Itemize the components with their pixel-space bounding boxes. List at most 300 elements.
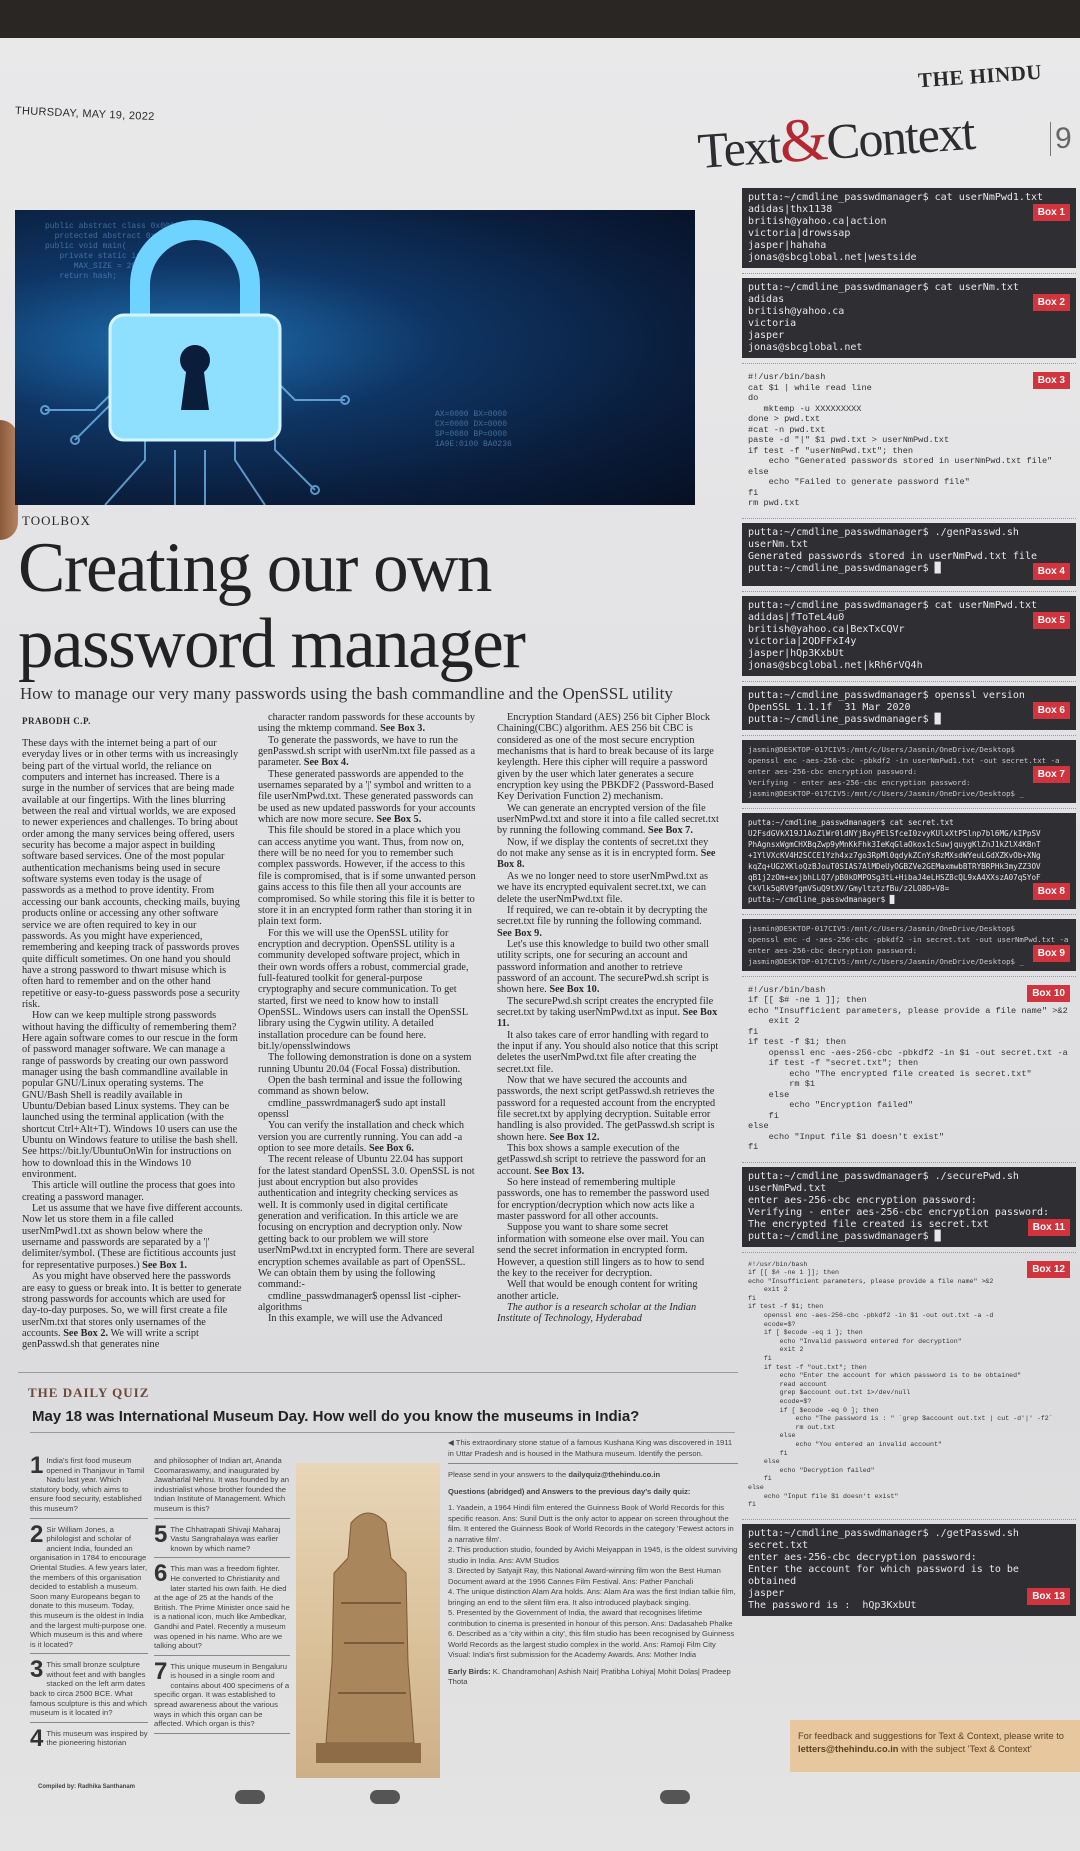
script-box: [742, 981, 1076, 1157]
paragraph-text: This article will outline the process that goes into creating a password manager.: [22, 1180, 236, 1203]
code-line: fi: [748, 1475, 772, 1483]
paragraph-text: The author is a research scholar at the Indian Institute of Technology, Hyderabad: [497, 1301, 697, 1325]
dotted-divider: [742, 591, 1076, 592]
article-paragraph: [497, 1222, 719, 1279]
dotted-divider: [742, 681, 1076, 682]
quiz-compiled-by: Compiled by: Radhika Santhanam: [38, 1784, 136, 1790]
code-line: Verifying - enter aes-256-cbc encryption password:: [748, 1206, 1050, 1218]
answers-heading: [448, 1487, 738, 1498]
code-line: #cat -n pwd.txt: [748, 424, 826, 435]
terminal-box: [742, 596, 1076, 676]
code-line: else: [748, 1089, 790, 1100]
code-line: grep $account out.txt 1>/dev/null: [748, 1389, 911, 1397]
code-line: echo "You entered an invalid account": [748, 1440, 942, 1448]
article-paragraph: [22, 1203, 244, 1271]
question-number: 7: [154, 1657, 168, 1685]
code-line: adidas|fToTeL4u0: [748, 611, 845, 623]
binder-tab: [235, 1790, 265, 1804]
headline-line: password manager: [18, 605, 525, 683]
terminal-box: [742, 1524, 1076, 1616]
code-line: echo "The encrypted file created is secret.txt": [748, 1068, 1032, 1079]
code-line: echo "Encryption failed": [748, 1100, 914, 1110]
paragraph-text: cmdline_passwrdmanager$ sudo apt install openssl: [258, 1097, 446, 1121]
feedback-email[interactable]: letters@thehindu.co.in: [798, 1744, 899, 1754]
article-paragraph: [22, 1010, 244, 1180]
quiz-answer: 4. The unique distinction Alam Ara holds. Ans: Alam Ara was the first Indian talkie film, bringing an end to the silent film era. It also introduced playback singing.: [448, 1587, 736, 1607]
box-reference: See Box 13.: [534, 1165, 585, 1177]
code-line: rm pwd.txt: [748, 498, 800, 508]
question-number: 3: [30, 1656, 44, 1684]
code-line: putta:~/cmdline_passwdmanager$ █: [748, 1230, 941, 1242]
article-paragraph: [497, 1279, 719, 1302]
question-number: 4: [30, 1724, 44, 1752]
box-label: Box 1: [1033, 204, 1070, 221]
code-line: OpenSSL 1.1.1f 31 Mar 2020: [748, 701, 911, 713]
quiz-column-2: [154, 1456, 290, 1734]
code-line: openssl enc -d -aes-256-cbc -pbkdf2 -in secret.txt -out userNmPwd.txt -a: [748, 934, 1069, 944]
code-line: echo "Enter the account for which password is to be obtained": [748, 1372, 1022, 1380]
article-paragraph: [497, 1030, 719, 1075]
quiz-answer: 3. Directed by Satyajit Ray, this National Award-winning film won the Best Human Document award at the 1956 Cannes Film Festival. Ans: Pather Panchali: [448, 1566, 721, 1586]
box-label: Box 2: [1033, 294, 1070, 311]
terminal-box: [742, 1167, 1076, 1247]
code-line: openssl enc -aes-256-cbc -pbkdf2 -in $1 -out out.txt -a -d: [748, 1312, 994, 1320]
code-line: putta:~/cmdline_passwdmanager$ █: [748, 713, 941, 725]
binder-tab: [660, 1790, 690, 1804]
code-line: echo "The password is : " `grep $account out.txt | cut -d'|' -f2`: [748, 1415, 1053, 1423]
code-line: if test -f "out.txt"; then: [748, 1363, 867, 1371]
paragraph-text: These generated passwords are appended to the usernames separated by a '|' symbol and written to a file userNmPwd.txt. These generated passwords can be used as new updated passwords for your accounts which are now more secure.: [258, 768, 476, 826]
headline-line: Creating our own: [18, 529, 491, 607]
paragraph-text: We can generate an encrypted version of the file userNmPwd.txt and store it into a file called secret.txt by running the following command.: [497, 802, 719, 837]
code-line: done > pwd.txt: [748, 414, 821, 424]
box-label: Box 10: [1027, 985, 1070, 1002]
box-label: Box 12: [1027, 1261, 1070, 1278]
box-label: Box 4: [1033, 563, 1070, 580]
section-amp: &: [777, 105, 829, 177]
dotted-divider: [742, 735, 1076, 736]
code-line: else: [748, 1121, 769, 1131]
quiz-title: May 18 was International Museum Day. How well do you know the museums in India?: [32, 1408, 640, 1425]
code-line: jonas@sbcglobal.net|westside: [748, 252, 917, 263]
article-column-2: [258, 712, 476, 1352]
code-line: paste -d "|" $1 pwd.txt > userNmPwd.txt: [748, 435, 950, 445]
article-paragraph: [497, 939, 719, 996]
hero-image: [15, 210, 695, 505]
code-line: exit 2: [748, 1016, 800, 1026]
dotted-divider: [742, 273, 1076, 274]
box-reference: See Box 2.: [63, 1327, 109, 1339]
dotted-divider: [742, 976, 1076, 977]
article-paragraph: [258, 1075, 476, 1098]
code-line: jasper: [748, 1587, 785, 1599]
feedback-box: [790, 1720, 1080, 1772]
terminal-box: [742, 188, 1076, 268]
code-line: Generated passwords stored in userNmPwd.txt file: [748, 550, 1037, 562]
dotted-divider: [742, 914, 1076, 915]
article-paragraph: [258, 735, 476, 769]
code-line: victoria|drowssap: [748, 228, 851, 239]
article-column-3: [497, 712, 719, 1352]
quiz-kicker: THE DAILY QUIZ: [28, 1385, 150, 1400]
send-prefix: Please send in your answers to the: [448, 1470, 567, 1479]
question-text: This unique museum in Bengaluru is housed in a single room and contains about 400 specimens of a specific organ. It was established to spread awareness about the various ways in which this organ can be affected. Which organ is this?: [154, 1661, 290, 1729]
code-line: #!/usr/bin/bash: [748, 984, 826, 995]
code-line: else: [748, 1432, 796, 1440]
dotted-divider: [742, 518, 1076, 519]
code-line: fi: [748, 1294, 756, 1302]
box-label: Box 5: [1033, 612, 1070, 629]
article-paragraph: [258, 928, 476, 1053]
code-line: openssl enc -aes-256-cbc -pbkdf2 -in $1 -out secret.txt -a: [748, 1047, 1068, 1058]
statue-photo: [296, 1463, 440, 1778]
code-line: if test -f "userNmPwd.txt"; then: [748, 445, 914, 456]
code-line: echo "Insufficient parameters, please provide a file name" >&2: [748, 1005, 1068, 1016]
code-line: fi: [748, 1110, 779, 1121]
answers-heading-text: Questions (abridged) and Answers to the previous day's daily quiz:: [448, 1486, 691, 1496]
code-line: rm out.txt: [748, 1423, 836, 1431]
code-line: enter aes-256-cbc decryption password:: [748, 945, 918, 955]
box-reference: See Box 3.: [380, 723, 426, 735]
code-line: jasper|hQp3KxbUt: [748, 647, 845, 659]
code-line: exit 2: [748, 1346, 804, 1354]
paragraph-text: In this example, we will use the Advanced: [268, 1313, 443, 1325]
early-birds-names: K. Chandramohan| Ashish Nair| Pratibha Lohiya| Mohit Dolas| Pradeep Thota: [448, 1666, 731, 1686]
paragraph-text: Let's use this knowledge to build two other small utility scripts, one for securing an account and password information and another to retrieve password of an account. The securePwd.sh script is shown here.: [497, 938, 710, 996]
paragraph-text: To generate the passwords, we have to run the genPasswd.sh script with userNm.txt file passed as a parameter.: [258, 734, 476, 769]
question-text: India's first food museum opened in Thanjavur in Tamil Nadu last year. Which statutory body, which aims to ensure food security, established this museum?: [30, 1456, 145, 1513]
dotted-divider: [742, 1252, 1076, 1253]
answers-list: [448, 1503, 738, 1661]
paragraph-text: Suppose you want to share some secret information with someone else over mail. You can send the secret information in encrypted form. However, a question still lingers as to how to send the key to the receiver for decryption.: [497, 1222, 705, 1279]
box-reference: See Box 8.: [497, 848, 716, 871]
code-line: victoria: [748, 318, 797, 329]
script-box: [742, 1257, 1076, 1514]
code-line: putta:~/cmdline_passwdmanager$ █: [748, 894, 895, 904]
article-paragraph: [497, 996, 719, 1030]
dotted-divider: [742, 1162, 1076, 1163]
code-line: jasper: [748, 330, 785, 341]
early-birds-label: Early Birds:: [448, 1666, 491, 1676]
terminal-box: [742, 278, 1076, 358]
paragraph-text: cmdline_passwdmanager$ openssl list -cipher-algorithms: [258, 1290, 461, 1313]
code-line: echo "Insufficient parameters, please provide a file name" >&2: [748, 1277, 994, 1285]
paragraph-text: So here instead of remembering multiple passwords, one has to remember the password used for encryption/decryption which now acts like a master password for all other accounts.: [497, 1177, 710, 1223]
code-line: kqZq+UG2XKloQzBJouT0SIAS7AlMDeUyOGBZVe2GEMaxmwbBTRYBRPHk3myZZ3OV: [748, 861, 1041, 871]
code-line: else: [748, 1483, 764, 1491]
page-number: 9: [1050, 122, 1072, 156]
code-line: if test -f $1; then: [748, 1303, 824, 1311]
code-line: exit 2: [748, 1286, 788, 1294]
box-reference: See Box 6.: [368, 1143, 414, 1155]
code-line: putta:~/cmdline_passwdmanager$ ./genPasswd.sh userNm.txt: [748, 526, 1025, 550]
box-label: Box 3: [1033, 372, 1070, 389]
code-line: read account: [748, 1380, 828, 1388]
feedback-text: For feedback and suggestions for Text & Context, please write to: [798, 1731, 1064, 1741]
code-line: putta:~/cmdline_passwdmanager$ openssl version: [748, 689, 1025, 701]
code-line: #!/usr/bin/bash: [748, 1260, 808, 1268]
article-paragraph: [497, 1143, 719, 1177]
dotted-divider: [742, 1519, 1076, 1520]
section-text: Text: [695, 117, 782, 180]
paragraph-text: Now, if we display the contents of secret.txt they do not make any sense as it is in encrypted form.: [497, 836, 709, 860]
code-line: if test -f $1; then: [748, 1037, 846, 1047]
box-label: Box 9: [1033, 945, 1070, 962]
code-line: Verifying - enter aes-256-cbc encryption password:: [748, 777, 971, 787]
code-line: echo "Failed to generate password file": [748, 477, 970, 487]
code-line: enter aes-256-cbc encryption password:: [748, 766, 918, 776]
article-paragraph: [258, 1154, 476, 1290]
paragraph-text: It also takes care of error handling with regard to the input if any. You should also notice that this script deletes the userNmPwd.txt file after creating the secret.txt file.: [497, 1029, 719, 1075]
box-label: Box 6: [1033, 702, 1070, 719]
quiz-answer: 6. Described as a 'city within a city', this film studio has been recognised by Guinness World Records as the largest studio complex in the world. Ans: Ramoji Film City: [448, 1629, 735, 1649]
article-paragraph: [497, 1177, 719, 1222]
dotted-divider: [742, 808, 1076, 809]
article-column-1: [22, 738, 244, 1350]
early-birds: [448, 1667, 738, 1688]
article-paragraph: [22, 1180, 244, 1203]
quiz-answer: Visual: India's first submission for the Academy Awards. Ans: Mother India: [448, 1650, 697, 1659]
code-line: adidas|thx1138: [748, 204, 833, 215]
quiz-question: [30, 1452, 148, 1519]
code-line: if [ $ecode -eq 1 ]; then: [748, 1329, 863, 1337]
question-text: This man was a freedom fighter. He converted to Christianity and later started his own faith. He died at the age of 25 at the hands of the British. The Prime Minister once said he is a national icon, much like Ambedkar, Gandhi and Patel. Recently a museum was opened in his name. Who are we talking about?: [154, 1564, 290, 1651]
send-answers: [448, 1470, 738, 1481]
code-line: victoria|2QDFFxI4y: [748, 635, 857, 647]
code-line: rm $1: [748, 1079, 816, 1089]
quiz-answer: 1. Yaadein, a 1964 Hindi film entered the Guinness Book of World Records for this specific reason. Ans: Sunil Dutt is the only actor to appear on screen throughout the film. It entered the Guinness Book of World Records in the category 'Fewest actors in a narrative film'.: [448, 1503, 734, 1544]
terminal-box: [742, 740, 1076, 803]
quiz-email[interactable]: dailyquiz@thehindu.co.in: [568, 1470, 661, 1479]
article-headline: [18, 530, 524, 682]
box-label: Box 11: [1028, 1219, 1070, 1236]
code-line: echo "Decryption failed": [748, 1466, 875, 1474]
code-line: fi: [748, 1142, 759, 1152]
code-line: #!/usr/bin/bash: [748, 372, 826, 382]
article-paragraph: [258, 1098, 476, 1121]
article-paragraph: [497, 837, 719, 871]
code-line: else: [748, 466, 769, 477]
paragraph-text: This file should be stored in a place which you can access anytime you want. Thus, from now on, there will be no need for you to remember such complex passwords. However, if the access to this file is compromised, that is if some unwanted person gains access to this file then all your accounts are compromised. So while storing this file it is better to store it in an encrypted form rather than storing it in plain text form.: [258, 825, 476, 928]
quiz-column-1: [30, 1452, 148, 1752]
dotted-divider: [742, 363, 1076, 364]
question-text: and philosopher of Indian art, Ananda Coomaraswamy, and inaugurated by Jawaharlal Nehru. It was founded by an industrialist whose brother founded the Indian Institute of Management. Which museum is this?: [154, 1456, 290, 1513]
article-paragraph: [258, 712, 476, 735]
code-line: mktemp -u XXXXXXXXX: [748, 403, 862, 414]
binder-tab: [370, 1790, 400, 1804]
article-paragraph: [258, 769, 476, 826]
paragraph-text: Let us assume that we have five different accounts. Now let us store them in a file called userNmPwd1.txt as shown below where the username and passwords are separated by a '|' delimiter/symbol. (These are fictitious accounts just for representative purposes.): [22, 1203, 243, 1271]
code-line: Enter the account for which password is to be obtained: [748, 1563, 1025, 1587]
paragraph-text: How can we keep multiple strong passwords without having the difficulty of remembering them? Here again software comes to our rescue in the form of password manager software. We can manage a range of passwords by creating our own password manager using the bash commandline available in popular GNU/Linux operating systems. The GNU/Bash Shell is readily available in Ubuntu/Debian based Linux systems. They can be launched using the terminal application (with the shortcut Ctrl+Alt+T). Windows 10 users can use the Ubuntu on Windows feature to utilise the bash shell. See https://bit.ly/UbuntuOnWin for instructions on how to download this in the Windows 10 environment.: [22, 1010, 238, 1181]
code-line: jasmin@DESKTOP-017CIV5:/mnt/c/Users/Jasmin/OneDrive/Desktop$ _: [748, 788, 1024, 798]
question-number: 1: [30, 1452, 44, 1479]
script-box: [742, 368, 1076, 513]
terminal-box: [742, 813, 1076, 909]
question-text: The Chhatrapati Shivaji Maharaj Vastu Sangrahalaya was earlier known by which name?: [170, 1524, 281, 1553]
terminal-box: [742, 919, 1076, 971]
code-line: U2FsdGVkX19J1AoZlWr0ldNYjBxyPElSfceI0zvyKUlxXtPSlnp7bl6MG/kIPpSV: [748, 828, 1041, 838]
code-line: putta:~/cmdline_passwdmanager$ █: [748, 562, 941, 574]
section-context: Context: [824, 103, 976, 171]
question-number: 6: [154, 1560, 168, 1588]
paragraph-text: The recent release of Ubuntu 22.04 has support for the latest standard OpenSSL 3.0. OpenSSL is not just about encryption but also provides authentication and integrity checking services as well. It is commonly used in digital certificate generation and verification. In this article we are focusing on encryption and decryption only. Now getting back to our problem we will store userNmPwd.txt in encrypted form. There are several encryption schemes available as part of OpenSSL. We can obtain them by using the following command:-: [258, 1154, 475, 1291]
code-line: PhAgnsxWgmCHXBqZwp9yMnKkFhk3IeKqGlaOkox1cSuwjquygKlZnJ1kZlX4KBnT: [748, 839, 1041, 849]
box-label: Box 8: [1033, 883, 1070, 900]
code-line: enter aes-256-cbc encryption password:: [748, 1194, 977, 1206]
code-line: enter aes-256-cbc decryption password:: [748, 1551, 977, 1563]
code-line: adidas: [748, 294, 785, 305]
article-paragraph: [258, 1120, 476, 1154]
paragraph-text: The following demonstration is done on a system running Ubuntu 20.04 (Focal Fossa) distribution.: [258, 1052, 472, 1075]
article-paragraph: [258, 1313, 476, 1324]
quiz-question: [154, 1520, 290, 1559]
code-line: echo "Generated passwords stored in userNmPwd.txt file": [748, 456, 1053, 466]
quiz-question: [154, 1456, 290, 1519]
statue-figure-icon: [296, 1463, 440, 1778]
code-line: fi: [748, 1026, 759, 1037]
code-line: putta:~/cmdline_passwdmanager$ cat userNmPwd.txt: [748, 599, 1037, 611]
terminal-box: [742, 686, 1076, 730]
code-line: jasper|hahaha: [748, 240, 827, 251]
paragraph-text: As we no longer need to store userNmPwd.txt as we have its encrypted equivalent secret.txt, we can delete the userNmPwd.txt file.: [497, 870, 709, 905]
box-reference: See Box 10.: [549, 984, 600, 996]
box-reference: See Box 11.: [497, 1006, 718, 1030]
paragraph-text: character random passwords for these accounts by using the mktemp command.: [258, 712, 476, 735]
question-number: 5: [154, 1520, 168, 1548]
code-line: british@yahoo.ca|action: [748, 216, 887, 227]
code-line: echo "Input file $1 doesn't exist": [748, 1492, 899, 1500]
publication-logo: THE HINDU: [917, 59, 1043, 93]
box-label: Box 7: [1033, 766, 1070, 783]
question-text: Sir William Jones, a philologist and scholar of ancient India, founded an organisation in 1784 to encourage Oriental Studies. A few years later, the members of this organisation decided to establish a museum. Soon many Europeans began to donate to this museum. Today, this museum is the oldest in India and the largest multi-purpose one. Which museum is this and where is it located?: [30, 1524, 148, 1649]
code-line: jasmin@DESKTOP-017CIV5:/mnt/c/Users/Jasmin/OneDrive/Desktop$: [748, 744, 1015, 754]
hex-texture: AX=0000 BX=0000 CX=0000 DX=0000 SP=0080 BP=0000 1A9E:0100 BA0236: [435, 410, 512, 449]
code-boxes: [742, 188, 1076, 1616]
quiz-question: [30, 1656, 148, 1723]
quiz-answer: 2. This production studio, founded by Avichi Meiyappan in 1945, is the oldest surviving studio in India. Ans: AVM Studios: [448, 1545, 738, 1565]
paragraph-text: These days with the internet being a part of our everyday lives or in other terms with us increasingly being part of the virtual world, the reliance on computers and internet has increased. There is a surge in the number of services that are being made available at our fingertips. With the lines blurring between the real and virtual worlds, we are exposed to newer experiences and challenges. To bring about order among the many services being offered, users security has become a major aspect in building software based services. One of the most popular authentication mechanisms being used in secure software systems even today is the usage of passwords as a method to prove identity. From accessing our bank accounts, checking mails, buying products online or accessing any other software service we are often required to key in our passwords. As you might have experienced, remembering and keeping track of passwords proves quite difficult sometimes. On one hand you should have a strong password to thwart misuse which is often hard to remember and on the other hand repetitive or easy-to-guess passwords pose a security risk.: [22, 738, 240, 1010]
article-paragraph: [497, 803, 719, 837]
code-line: fi: [748, 487, 759, 498]
article-paragraph: [258, 825, 476, 927]
code-line: if [ $ecode -eq 0 ]; then: [748, 1406, 879, 1414]
quiz-answer: 5. Presented by the Government of India, the award that recognises lifetime contribution to cinema is presented in honour of this person. Ans: Dadasaheb Phalke: [448, 1608, 733, 1628]
article-paragraph: [258, 1291, 476, 1314]
paragraph-text: This box shows a sample execution of the getPasswd.sh script to retrieve the password for an account.: [497, 1143, 706, 1177]
feedback-suffix: with the subject 'Text & Context': [901, 1744, 1032, 1754]
paragraph-text: Encryption Standard (AES) 256 bit Cipher Block Chaining(CBC) algorithm. AES 256 bit CBC is considered as one of the most secure encryption mechanisms that is hard to break because of its large keylength. Here this cipher will require a password given by the user which later generates a secure encryption key using the PBKDF2 (Password-Based Key Derivation Function 2) mechanism.: [497, 712, 714, 803]
code-line: openssl enc -aes-256-cbc -pbkdf2 -in userNmPwd1.txt -out secret.txt -a: [748, 755, 1060, 765]
code-line: if [[ $# -ne 1 ]]; then: [748, 995, 867, 1005]
byline: PRABODH C.P.: [22, 716, 91, 726]
box-reference: See Box 1.: [142, 1259, 187, 1271]
paragraph-text: For this we will use the OpenSSL utility for encryption and decryption. OpenSSL utility is a community developed software project, which in their own words offers a robust, commercial grade, full-featured toolkit for general-purpose cryptography and secure communication. To get started, first we need to know how to install OpenSSL. Windows users can install the OpenSSL library using the Cygwin utility. A detailed installation procedure can be found here. bit.ly/opensslwindows: [258, 927, 469, 1052]
code-line: jasmin@DESKTOP-017CIV5:/mnt/c/Users/Jasmin/OneDrive/Desktop$ _: [748, 956, 1024, 966]
paragraph-text: As you might have observed here the passwords are easy to guess or break into. It is better to generate strong passwords for accounts which are used for day-to-day purposes. So, we will first create a file userNm.txt that stores only usernames of the accounts.: [22, 1271, 242, 1339]
paragraph-text: Well that would be enough content for writing another article.: [497, 1279, 698, 1302]
article-paragraph: [22, 1271, 244, 1350]
article-paragraph: [497, 712, 719, 803]
quiz-question: [30, 1520, 148, 1655]
code-line: putta:~/cmdline_passwdmanager$ ./securePwd.sh userNmPwd.txt: [748, 1170, 1025, 1194]
box-reference: See Box 4.: [303, 757, 349, 769]
paragraph-text: We will write a script genPasswd.sh that generates nine: [22, 1327, 199, 1350]
box-reference: See Box 5.: [376, 814, 422, 826]
code-texture: public abstract class 0x0000 protected abstract 0x004f public void main( private static int MAX_SIZE = 2048; return hash;: [45, 222, 180, 281]
box-reference: See Box 12.: [549, 1131, 600, 1143]
code-line: ecode=$?: [748, 1320, 796, 1328]
box-label: Box 13: [1027, 1588, 1070, 1605]
code-line: echo "Input file $1 doesn't exist": [748, 1131, 944, 1142]
article-paragraph: [22, 738, 244, 1010]
question-number: 2: [30, 1520, 44, 1548]
quiz-question: [154, 1560, 290, 1655]
code-line: else: [748, 1458, 780, 1466]
box-reference: See Box 9.: [497, 927, 542, 939]
code-line: jonas@sbcglobal.net: [748, 342, 863, 353]
code-line: qB1j2zOm+exjbhLLQ7/pB0kDMPOSg3tL+HibaJ4eLHSZ8cQL9xA4XXszA07qSYoF: [748, 872, 1041, 882]
code-line: cat $1 | while read line: [748, 382, 872, 393]
paragraph-text: If required, we can re-obtain it by decrypting the secret.txt file by running the following command.: [497, 904, 708, 928]
code-line: putta:~/cmdline_passwdmanager$ ./getPasswd.sh secret.txt: [748, 1527, 1025, 1551]
code-line: fi: [748, 1355, 772, 1363]
code-line: The encrypted file created is secret.txt: [748, 1218, 989, 1230]
paragraph-text: The securePwd.sh script creates the encrypted file secret.txt by taking userNmPwd.txt as input.: [497, 995, 714, 1018]
section-kicker: TOOLBOX: [22, 513, 91, 528]
code-line: jonas@sbcglobal.net|kRh6rVQ4h: [748, 659, 923, 671]
code-line: if [[ $# -ne 1 ]]; then: [748, 1269, 840, 1277]
code-line: putta:~/cmdline_passwdmanager$ cat userNmPwd1.txt: [748, 192, 1044, 203]
paragraph-text: You can verify the installation and check which version you are currently running. You can add -a option to see more details.: [258, 1120, 464, 1155]
code-line: +1YlVXcKV4H2SCCE1Yzh4xz7go3RpMl0qdykZCnYsRzMXsdWYeuLGdXZKvOb+XNg: [748, 850, 1041, 860]
paragraph-text: Open the bash terminal and issue the following command as shown below.: [258, 1075, 463, 1098]
article-paragraph: [497, 1302, 719, 1325]
code-line: ecode=$?: [748, 1398, 812, 1405]
quiz-answers-panel: [448, 1438, 738, 1694]
article-paragraph: [497, 871, 719, 905]
issue-date: THURSDAY, MAY 19, 2022: [14, 105, 155, 124]
article-paragraph: [497, 1075, 719, 1143]
code-line: british@yahoo.ca|BexTxCQVr: [748, 623, 905, 635]
code-line: jasmin@DESKTOP-017CIV5:/mnt/c/Users/Jasmin/OneDrive/Desktop$: [748, 923, 1015, 933]
article-paragraph: [258, 1052, 476, 1075]
code-line: if test -f "secret.txt"; then: [748, 1058, 919, 1068]
quiz-question: [154, 1657, 290, 1734]
question-text: This small bronze sculpture without feet and with bangles stacked on the left arm dates back to circa 2500 BCE. What famous sculpture is this and which museum is it located in?: [30, 1660, 148, 1718]
box-reference: See Box 7.: [648, 825, 693, 837]
code-line: do: [748, 393, 759, 403]
divider: [18, 1372, 738, 1373]
code-line: putta:~/cmdline_passwdmanager$ cat secret.txt: [748, 817, 954, 827]
code-line: fi: [748, 1449, 788, 1457]
code-line: putta:~/cmdline_passwdmanager$ cat userNm.txt: [748, 282, 1019, 293]
code-line: british@yahoo.ca: [748, 306, 845, 317]
paragraph-text: Now that we have secured the accounts and passwords, the next script getPasswd.sh retrieves the password for a requested account from the encrypted file secret.txt by applying decryption. Suitable error handling is also provided. The getPasswd.sh script is shown here.: [497, 1075, 716, 1143]
padlock-icon: [15, 210, 695, 505]
divider: [30, 1432, 735, 1433]
question-text: This museum was inspired by the pioneering historian: [46, 1728, 148, 1748]
quiz-question: [30, 1724, 148, 1752]
article-subtitle: How to manage our very many passwords using the bash commandline and the OpenSSL utility: [20, 684, 673, 703]
code-line: CkVlk5qRV9fgmVSuQ9tXV/GmyltztzfBu/z2LO8O+V8=: [748, 883, 950, 893]
code-line: fi: [748, 1501, 756, 1509]
code-line: echo "Invalid password entered for decryption": [748, 1337, 962, 1345]
article-paragraph: [497, 905, 719, 939]
visual-caption: ◀ This extraordinary stone statue of a famous Kushana King was discovered in 1911 in Uttar Pradesh and is housed in the Mathura museum. Identify the person.: [448, 1438, 738, 1464]
code-line: The password is : hQp3KxbUt: [748, 1599, 917, 1611]
terminal-box: [742, 523, 1076, 586]
